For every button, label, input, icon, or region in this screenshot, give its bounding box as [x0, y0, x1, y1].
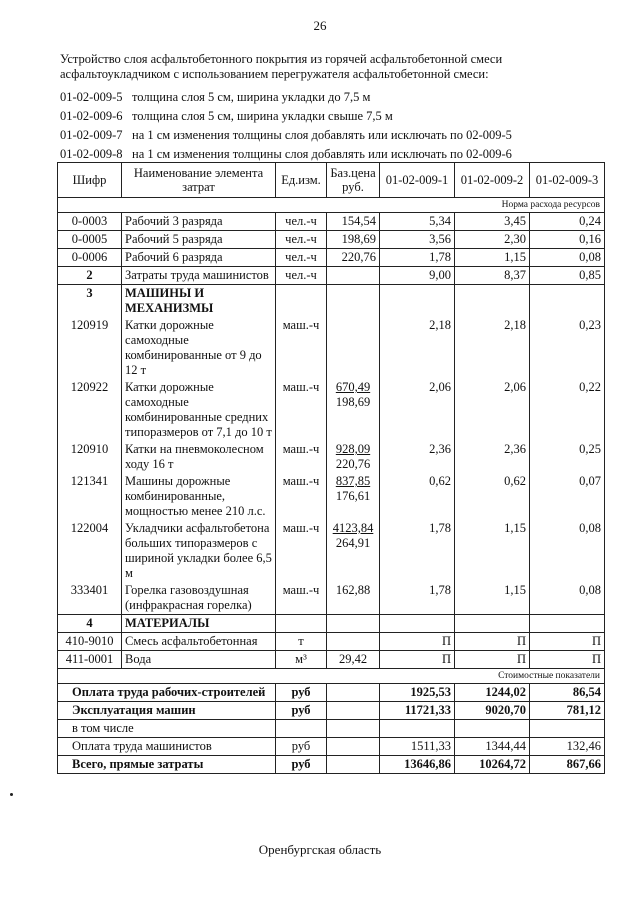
- material-rows: [58, 633, 605, 669]
- cell-v3: 0,24: [530, 213, 605, 231]
- cell-v2: 0,62: [455, 473, 530, 520]
- header-code: Шифр: [58, 163, 122, 198]
- table-row: [58, 213, 605, 231]
- cost-label-row: [58, 669, 605, 684]
- cell-price: 220,76: [327, 249, 380, 267]
- table-row: [58, 651, 605, 669]
- cell-v1: 1,78: [380, 582, 455, 615]
- cell-name: Затраты труда машинистов: [122, 267, 276, 285]
- total-name: Оплата труда рабочих-строителей: [58, 684, 276, 702]
- cell-unit: чел.-ч: [276, 231, 327, 249]
- cell-unit: чел.-ч: [276, 267, 327, 285]
- empty-cell: [327, 285, 380, 318]
- intro-text: Устройство слоя асфальтобетонного покрытия из горячей асфальтобетонной смеси асфальтоукладчиком с использованием перегружателя асфальтобетонной смеси:: [60, 52, 503, 81]
- empty-cell: [276, 615, 327, 633]
- cell-price: [327, 317, 380, 379]
- total-v1: 13646,86: [380, 756, 455, 774]
- total-v2: [455, 720, 530, 738]
- cell-code: 410-9010: [58, 633, 122, 651]
- code-list-item: [60, 126, 620, 145]
- cell-v2: 1,15: [455, 520, 530, 582]
- cell-code: 122004: [58, 520, 122, 582]
- cell-price: [327, 633, 380, 651]
- code-description: толщина слоя 5 см, ширина укладки до 7,5 м: [132, 90, 371, 104]
- cell-unit: маш.-ч: [276, 379, 327, 441]
- cell-code: 121341: [58, 473, 122, 520]
- header-col1: 01-02-009-1: [380, 163, 455, 198]
- cell-unit: м³: [276, 651, 327, 669]
- empty-cell: [455, 285, 530, 318]
- total-unit: руб: [276, 702, 327, 720]
- code-list-item: [60, 107, 620, 126]
- cell-unit: маш.-ч: [276, 582, 327, 615]
- labor-rows: [58, 213, 605, 267]
- empty-cell: [327, 702, 380, 720]
- cost-label: Стоимостные показатели: [58, 669, 605, 684]
- total-unit: руб: [276, 738, 327, 756]
- cell-unit: т: [276, 633, 327, 651]
- total-v2: 9020,70: [455, 702, 530, 720]
- code-description: на 1 см изменения толщины слоя добавлять или исключать по 02-009-5: [132, 128, 512, 142]
- cell-code: 411-0001: [58, 651, 122, 669]
- norm-label: Норма расхода ресурсов: [58, 198, 605, 213]
- cell-price: [327, 473, 380, 520]
- cell-v1: 1,78: [380, 249, 455, 267]
- price-value: 198,69: [335, 395, 371, 409]
- cell-v3: 0,08: [530, 520, 605, 582]
- table-row: [58, 473, 605, 520]
- total-row: [58, 738, 605, 756]
- total-unit: руб: [276, 684, 327, 702]
- code-list-item: [60, 88, 620, 107]
- cell-v2: 3,45: [455, 213, 530, 231]
- table-row: [58, 520, 605, 582]
- cell-name: Смесь асфальтобетонная: [122, 633, 276, 651]
- code-list: [60, 88, 620, 164]
- total-v3: 781,12: [530, 702, 605, 720]
- empty-cell: [327, 684, 380, 702]
- header-unit: Ед.изм.: [276, 163, 327, 198]
- cell-price: 154,54: [327, 213, 380, 231]
- price-original: 928,09: [335, 442, 371, 456]
- table-row: [58, 582, 605, 615]
- price-original: 670,49: [335, 380, 371, 394]
- empty-cell: [455, 615, 530, 633]
- table-row: [58, 633, 605, 651]
- cell-name: Укладчики асфальтобетона больших типоразмеров с шириной укладки более 6,5 м: [122, 520, 276, 582]
- page-number: 26: [313, 18, 327, 33]
- header-col3: 01-02-009-3: [530, 163, 605, 198]
- machinist-row: [58, 267, 605, 285]
- cell-v2: 2,18: [455, 317, 530, 379]
- cell-price: [327, 441, 380, 473]
- total-row: [58, 720, 605, 738]
- cell-v3: П: [530, 651, 605, 669]
- total-unit: [276, 720, 327, 738]
- total-v1: 1925,53: [380, 684, 455, 702]
- cell-v2: П: [455, 633, 530, 651]
- empty-cell: [530, 285, 605, 318]
- table-header-row: [58, 163, 605, 198]
- total-v3: 132,46: [530, 738, 605, 756]
- total-v3: 867,66: [530, 756, 605, 774]
- machines-section-row: [58, 285, 605, 318]
- price-value: 220,76: [335, 457, 371, 471]
- cell-v1: 0,62: [380, 473, 455, 520]
- cell-unit: маш.-ч: [276, 520, 327, 582]
- machine-rows: [58, 317, 605, 615]
- cell-v1: 3,56: [380, 231, 455, 249]
- cell-code: 120919: [58, 317, 122, 379]
- cell-v3: 0,22: [530, 379, 605, 441]
- cell-unit: чел.-ч: [276, 213, 327, 231]
- cell-v3: 0,23: [530, 317, 605, 379]
- empty-cell: [380, 285, 455, 318]
- cell-price: [327, 379, 380, 441]
- empty-cell: [327, 738, 380, 756]
- cell-v2: П: [455, 651, 530, 669]
- cell-code: 2: [58, 267, 122, 285]
- cell-name: Машины дорожные комбинированные, мощностью менее 210 л.с.: [122, 473, 276, 520]
- empty-cell: [327, 615, 380, 633]
- section-title: МАТЕРИАЛЫ: [122, 615, 276, 633]
- resource-table: [57, 162, 605, 774]
- cell-v1: 9,00: [380, 267, 455, 285]
- cell-code: 120910: [58, 441, 122, 473]
- footer-region: Оренбургская область: [258, 842, 382, 857]
- code-id: 01-02-009-6: [60, 109, 123, 123]
- materials-section-row: [58, 615, 605, 633]
- total-v1: [380, 720, 455, 738]
- empty-cell: [327, 720, 380, 738]
- price-original: 4123,84: [332, 521, 374, 535]
- cell-v1: 5,34: [380, 213, 455, 231]
- total-v1: 1511,33: [380, 738, 455, 756]
- cell-price: 198,69: [327, 231, 380, 249]
- total-v2: 10264,72: [455, 756, 530, 774]
- header-col2: 01-02-009-2: [455, 163, 530, 198]
- cell-name: Рабочий 5 разряда: [122, 231, 276, 249]
- table-row: [58, 231, 605, 249]
- total-row: [58, 756, 605, 774]
- cell-price: [327, 520, 380, 582]
- cell-unit: маш.-ч: [276, 441, 327, 473]
- cell-v1: 2,36: [380, 441, 455, 473]
- cell-name: Катки дорожные самоходные комбинированные от 9 до 12 т: [122, 317, 276, 379]
- cell-code: 0-0003: [58, 213, 122, 231]
- section-title: МАШИНЫ И МЕХАНИЗМЫ: [122, 285, 276, 318]
- scan-speck: [10, 793, 13, 796]
- cell-code: 120922: [58, 379, 122, 441]
- cell-v3: 0,85: [530, 267, 605, 285]
- empty-cell: [276, 285, 327, 318]
- cell-price: [327, 582, 380, 615]
- cell-name: Катки на пневмоколесном ходу 16 т: [122, 441, 276, 473]
- code-description: на 1 см изменения толщины слоя добавлять или исключать по 02-009-6: [132, 147, 512, 161]
- table-row: [58, 249, 605, 267]
- total-unit: руб: [276, 756, 327, 774]
- cell-v1: 2,06: [380, 379, 455, 441]
- empty-cell: [530, 615, 605, 633]
- total-name: Оплата труда машинистов: [58, 738, 276, 756]
- cell-unit: маш.-ч: [276, 473, 327, 520]
- total-v3: 86,54: [530, 684, 605, 702]
- total-rows: [58, 684, 605, 774]
- cell-v2: 1,15: [455, 582, 530, 615]
- price-value: 264,91: [335, 536, 371, 550]
- cell-v1: П: [380, 651, 455, 669]
- price-value: 176,61: [335, 489, 371, 503]
- table-row: [58, 441, 605, 473]
- cell-v3: П: [530, 633, 605, 651]
- cell-unit: чел.-ч: [276, 249, 327, 267]
- total-row: [58, 702, 605, 720]
- total-v3: [530, 720, 605, 738]
- section-code: 3: [58, 285, 122, 318]
- total-name: в том числе: [58, 720, 276, 738]
- total-v2: 1244,02: [455, 684, 530, 702]
- cell-name: Рабочий 3 разряда: [122, 213, 276, 231]
- cell-code: 0-0006: [58, 249, 122, 267]
- table-row: [58, 317, 605, 379]
- cell-name: Рабочий 6 разряда: [122, 249, 276, 267]
- header-price: Баз.цена руб.: [327, 163, 380, 198]
- cell-code: 0-0005: [58, 231, 122, 249]
- total-name: Эксплуатация машин: [58, 702, 276, 720]
- cell-v1: П: [380, 633, 455, 651]
- total-v2: 1344,44: [455, 738, 530, 756]
- cell-v2: 2,06: [455, 379, 530, 441]
- total-row: [58, 684, 605, 702]
- total-v1: 11721,33: [380, 702, 455, 720]
- section-code: 4: [58, 615, 122, 633]
- code-id: 01-02-009-8: [60, 147, 123, 161]
- total-name: Всего, прямые затраты: [58, 756, 276, 774]
- code-id: 01-02-009-5: [60, 90, 123, 104]
- cell-v3: 0,07: [530, 473, 605, 520]
- header-name: Наименование элемента затрат: [122, 163, 276, 198]
- cell-unit: маш.-ч: [276, 317, 327, 379]
- table-row: [58, 379, 605, 441]
- cell-v3: 0,16: [530, 231, 605, 249]
- cell-v2: 8,37: [455, 267, 530, 285]
- empty-cell: [380, 615, 455, 633]
- cell-price: 29,42: [327, 651, 380, 669]
- cell-v3: 0,08: [530, 582, 605, 615]
- price-original: 837,85: [335, 474, 371, 488]
- cell-v3: 0,08: [530, 249, 605, 267]
- empty-cell: [327, 756, 380, 774]
- code-description: толщина слоя 5 см, ширина укладки свыше 7,5 м: [132, 109, 393, 123]
- cell-v1: 2,18: [380, 317, 455, 379]
- cell-price: [327, 267, 380, 285]
- cell-code: 333401: [58, 582, 122, 615]
- cell-v2: 1,15: [455, 249, 530, 267]
- code-id: 01-02-009-7: [60, 128, 123, 142]
- cell-name: Катки дорожные самоходные комбинированные средних типоразмеров от 7,1 до 10 т: [122, 379, 276, 441]
- cell-v2: 2,36: [455, 441, 530, 473]
- cell-name: Горелка газовоздушная (инфракрасная горелка): [122, 582, 276, 615]
- cell-v1: 1,78: [380, 520, 455, 582]
- cell-v3: 0,25: [530, 441, 605, 473]
- norm-label-row: [58, 198, 605, 213]
- cell-v2: 2,30: [455, 231, 530, 249]
- cell-name: Вода: [122, 651, 276, 669]
- price-value: 162,88: [335, 583, 371, 597]
